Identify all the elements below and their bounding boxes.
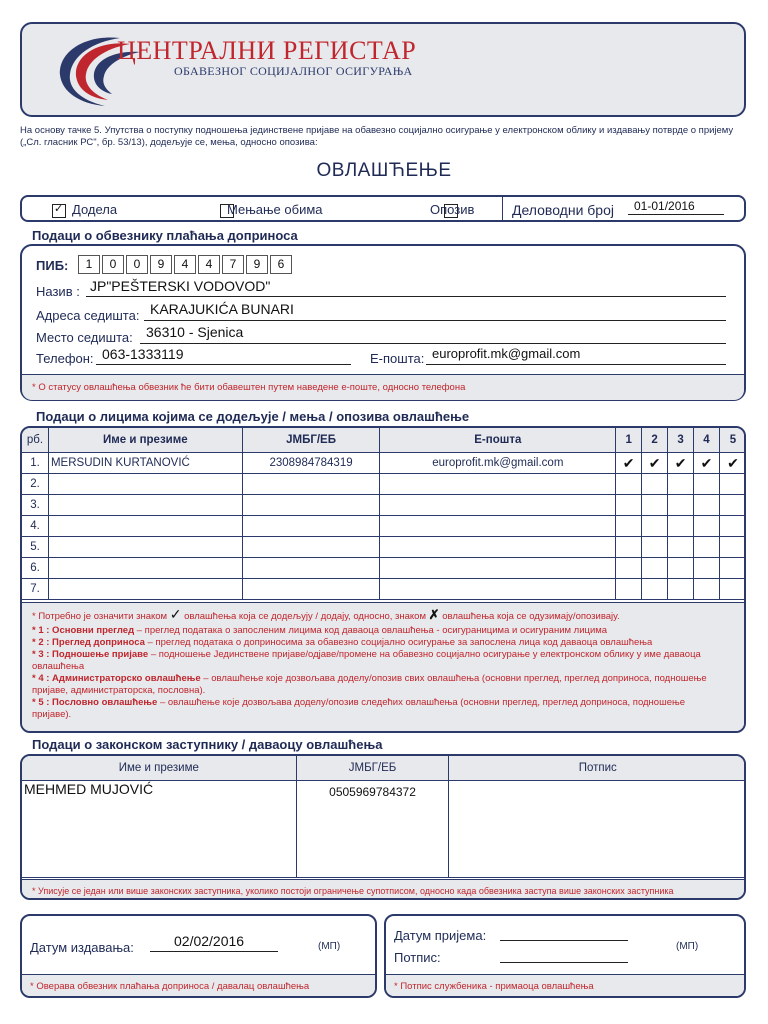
email-line <box>426 364 726 365</box>
delovodni-line <box>628 214 724 215</box>
pib-digit[interactable]: 1 <box>78 255 100 274</box>
lica-header-cell: 2 <box>642 428 668 453</box>
adresa-line <box>144 320 726 321</box>
obveznik-box <box>20 244 746 401</box>
opoziv-label: Опозив <box>430 202 475 217</box>
lica-cell-c5[interactable] <box>719 516 746 537</box>
footer-left-note-bar <box>22 974 375 998</box>
naziv-line <box>86 296 726 297</box>
lica-cell-c4[interactable] <box>694 516 720 537</box>
lica-note-intro: * Потребно је означити знаком ✓ овлашћења која се додељују / додају, односно, знаком ✗ овлашћења која се одузимају/опозивају. <box>32 606 620 622</box>
dodela-label: Додела <box>72 202 118 217</box>
lica-cell-jmbg[interactable] <box>242 558 380 579</box>
lica-note-item: * 1 : Основни преглед – преглед података о запосленим лицима код даваоца овлашћења - осигураницима и осигураним лицима <box>32 625 608 636</box>
footer-right-box <box>384 914 746 998</box>
pib-digit[interactable]: 9 <box>150 255 172 274</box>
checkmark-icon: ✓ <box>169 606 182 622</box>
lica-cell-c1[interactable] <box>616 579 642 600</box>
zastupnik-section-title: Подаци о законском заступнику / даваоцу овлашћења <box>32 737 383 752</box>
obveznik-section-title: Подаци о обвезнику плаћања доприноса <box>32 228 298 243</box>
lica-header-cell: ЈМБГ/ЕБ <box>242 428 380 453</box>
lica-cell-rb: 3. <box>22 495 49 516</box>
lica-cell-email[interactable] <box>380 474 616 495</box>
delovodni-label: Деловодни број <box>512 202 614 218</box>
mp-right: (МП) <box>676 941 699 952</box>
zastupnik-table <box>21 755 746 878</box>
lica-cell-email[interactable] <box>380 558 616 579</box>
lica-cell-name[interactable] <box>48 516 242 537</box>
table-row <box>22 453 747 474</box>
table-row <box>22 516 747 537</box>
lica-cell-c3[interactable] <box>668 516 694 537</box>
email-value[interactable]: europrofit.mk@gmail.com <box>432 346 581 361</box>
telefon-line <box>96 364 351 365</box>
lica-cell-c2[interactable] <box>642 558 668 579</box>
pib-digit[interactable]: 0 <box>126 255 148 274</box>
datum-izdavanja-value[interactable]: 02/02/2016 <box>174 933 245 949</box>
mp-left: (МП) <box>318 941 341 952</box>
lica-header-cell: 3 <box>668 428 694 453</box>
lica-cell-c5[interactable] <box>719 495 746 516</box>
datum-izdavanja-line <box>150 951 278 952</box>
zastupnik-header-potpis: Потпис <box>449 756 746 781</box>
lica-cell-c3[interactable] <box>668 558 694 579</box>
lica-cell-email[interactable] <box>380 516 616 537</box>
table-row <box>22 558 747 579</box>
lica-cell-c3[interactable] <box>668 537 694 558</box>
footer-right-note: * Потпис службеника - примаоца овлашћења <box>394 981 594 992</box>
checkmark-icon: ✓ <box>54 202 64 215</box>
lica-cell-jmbg[interactable] <box>242 474 380 495</box>
lica-note-item: * 3 : Подношење пријаве – подношење Јединствене пријаве/одјаве/промене на обавезно социјално осигурање у електронском облику у име даваоца овлашћења <box>32 649 701 672</box>
lica-cell-c5[interactable] <box>719 474 746 495</box>
zastupnik-row <box>22 781 747 878</box>
adresa-label: Адреса седишта: <box>36 308 140 323</box>
pib-digit[interactable]: 0 <box>102 255 124 274</box>
lica-cell-name[interactable] <box>48 537 242 558</box>
lica-header-cell: 5 <box>719 428 746 453</box>
lica-cell-rb: 1. <box>22 453 49 474</box>
lica-cell-name[interactable] <box>48 474 242 495</box>
lica-header-cell: рб. <box>22 428 49 453</box>
lica-cell-c5[interactable] <box>719 558 746 579</box>
lica-cell-c3[interactable]: ✔ <box>668 453 694 474</box>
options-divider <box>502 197 503 220</box>
lica-note-item: * 5 : Пословно овлашћење – овлашћење које дозвољава доделу/опозив следећих овлашћења (основни преглед, преглед доприноса, подношење пријаве). <box>32 697 685 720</box>
lica-cell-c2[interactable] <box>642 474 668 495</box>
lica-header-cell: 1 <box>616 428 642 453</box>
lica-cell-c2[interactable] <box>642 495 668 516</box>
pib-digit[interactable]: 6 <box>270 255 292 274</box>
lica-cell-c1[interactable] <box>616 558 642 579</box>
lica-cell-rb: 2. <box>22 474 49 495</box>
lica-box <box>20 426 746 733</box>
lica-cell-c4[interactable] <box>694 579 720 600</box>
naziv-value[interactable]: JP"PEŠTERSKI VODOVOD" <box>90 278 271 294</box>
zastupnik-note: * Уписује се један или више законских заступника, уколико постоји ограничење супотписом, односно када обвезника заступа више законских заступника <box>32 886 674 896</box>
lica-cell-jmbg[interactable] <box>242 495 380 516</box>
lica-cell-c3[interactable] <box>668 474 694 495</box>
lica-cell-c1[interactable] <box>616 537 642 558</box>
lica-cell-c4[interactable]: ✔ <box>694 453 720 474</box>
lica-cell-rb: 7. <box>22 579 49 600</box>
zastupnik-potpis[interactable] <box>449 781 746 878</box>
lica-cell-c1[interactable] <box>616 495 642 516</box>
obveznik-note-bar <box>22 374 744 400</box>
lica-cell-c5[interactable] <box>719 579 746 600</box>
dodela-checkbox[interactable] <box>52 204 66 218</box>
email-label: Е-пошта: <box>370 351 425 366</box>
lica-cell-c4[interactable] <box>694 495 720 516</box>
lica-cell-c5[interactable]: ✔ <box>719 453 746 474</box>
mesto-line <box>140 343 726 344</box>
zastupnik-header-jmbg: ЈМБГ/ЕБ <box>296 756 449 781</box>
telefon-value[interactable]: 063-1333119 <box>102 346 184 362</box>
lica-cell-rb: 4. <box>22 516 49 537</box>
mesto-label: Место седишта: <box>36 330 133 345</box>
lica-cell-c3[interactable] <box>668 495 694 516</box>
header-box <box>20 22 746 117</box>
lica-cell-c2[interactable] <box>642 579 668 600</box>
zastupnik-note-bar <box>22 879 744 900</box>
lica-header-cell: Е-пошта <box>380 428 616 453</box>
lica-cell-c3[interactable] <box>668 579 694 600</box>
table-row <box>22 495 747 516</box>
lica-header-row <box>22 428 747 453</box>
lica-table <box>21 427 746 600</box>
zastupnik-jmbg[interactable]: 0505969784372 <box>296 781 449 878</box>
table-row <box>22 537 747 558</box>
zastupnik-name[interactable]: MEHMED MUJOVIĆ <box>22 781 297 878</box>
lica-cell-c5[interactable] <box>719 537 746 558</box>
adresa-value[interactable]: KARAJUKIĆA BUNARI <box>150 301 294 317</box>
lica-cell-name[interactable]: MERSUDIN KURTANOVIĆ <box>48 453 242 474</box>
pib-digits[interactable] <box>78 255 294 274</box>
lica-note-item: * 2 : Преглед доприноса – преглед података о доприносима за обавезно социјално осигурање за запослена лица код даваоца овлашћења <box>32 637 653 648</box>
lica-cell-c4[interactable] <box>694 537 720 558</box>
lica-notes <box>22 602 744 733</box>
footer-left-note: * Оверава обвезник плаћања доприноса / давалац овлашћења <box>30 981 310 992</box>
lica-cell-name[interactable] <box>48 495 242 516</box>
table-row <box>22 579 747 600</box>
cross-mark-icon: ✗ <box>428 607 440 622</box>
options-box <box>20 195 746 222</box>
lica-header-cell: 4 <box>694 428 720 453</box>
lica-cell-email[interactable] <box>380 495 616 516</box>
lica-cell-rb: 6. <box>22 558 49 579</box>
zastupnik-header-name: Име и презиме <box>22 756 297 781</box>
lica-cell-email[interactable] <box>380 579 616 600</box>
lica-cell-c2[interactable] <box>642 516 668 537</box>
intro-text: На основу тачке 5. Упутства о поступку подношења јединствене пријаве на обавезно социјално осигурање у електронском облику и издавању потврде о пријему („Сл. гласник РС", бр. 53/13), додељује се, мења, односно опозива: <box>20 125 734 148</box>
lica-header-cell: Име и презиме <box>48 428 242 453</box>
lica-notes-list <box>32 625 722 721</box>
datum-prijema-line <box>500 940 628 941</box>
potpis-line <box>500 962 628 963</box>
lica-cell-jmbg[interactable] <box>242 579 380 600</box>
lica-cell-email[interactable]: europrofit.mk@gmail.com <box>380 453 616 474</box>
table-row <box>22 474 747 495</box>
zastupnik-header-row <box>22 756 747 781</box>
footer-left-box <box>20 914 377 998</box>
zastupnik-box <box>20 754 746 900</box>
lica-section-title: Подаци о лицима којима се додељује / мења / опозива овлашћење <box>36 409 470 424</box>
lica-cell-rb: 5. <box>22 537 49 558</box>
lica-cell-c1[interactable] <box>616 474 642 495</box>
lica-cell-c2[interactable] <box>642 537 668 558</box>
lica-cell-email[interactable] <box>380 537 616 558</box>
lica-cell-name[interactable] <box>48 579 242 600</box>
delovodni-value[interactable]: 01-01/2016 <box>634 199 695 213</box>
footer-right-note-bar <box>386 974 744 998</box>
menjanje-label: Мењање обима <box>227 202 323 217</box>
doc-title: ОВЛАШЋЕЊЕ <box>316 160 452 181</box>
logo-subtitle: ОБАВЕЗНОГ СОЦИЈАЛНОГ ОСИГУРАЊА <box>174 64 413 78</box>
lica-cell-jmbg[interactable]: 2308984784319 <box>242 453 380 474</box>
pib-digit[interactable]: 9 <box>246 255 268 274</box>
lica-note-item: * 4 : Администраторско овлашћење – овлашћење које дозвољава доделу/опозив свих овлашћења (основни преглед, преглед доприноса, подношење пријаве, администраторска, пословна). <box>32 673 707 696</box>
lica-cell-c1[interactable] <box>616 516 642 537</box>
naziv-label: Назив : <box>36 284 80 299</box>
datum-prijema-label: Датум пријема: <box>394 928 487 943</box>
lica-cell-c4[interactable] <box>694 558 720 579</box>
mesto-value[interactable]: 36310 - Sjenica <box>146 324 244 340</box>
pib-digit[interactable]: 4 <box>174 255 196 274</box>
lica-cell-jmbg[interactable] <box>242 516 380 537</box>
lica-cell-c2[interactable]: ✔ <box>642 453 668 474</box>
telefon-label: Телефон: <box>36 351 94 366</box>
lica-cell-name[interactable] <box>48 558 242 579</box>
pib-digit[interactable]: 4 <box>198 255 220 274</box>
lica-cell-c4[interactable] <box>694 474 720 495</box>
datum-izdavanja-label: Датум издавања: <box>30 940 134 955</box>
pib-label: ПИБ: <box>36 258 69 273</box>
lica-cell-c1[interactable]: ✔ <box>616 453 642 474</box>
lica-cell-jmbg[interactable] <box>242 537 380 558</box>
potpis-label: Потпис: <box>394 950 441 965</box>
obveznik-note: * О статусу овлашћења обвезник ће бити обавештен путем наведене е-поште, односно телефона <box>32 382 466 393</box>
pib-digit[interactable]: 7 <box>222 255 244 274</box>
logo-title: ЦЕНТРАЛНИ РЕГИСТАР <box>117 36 417 65</box>
